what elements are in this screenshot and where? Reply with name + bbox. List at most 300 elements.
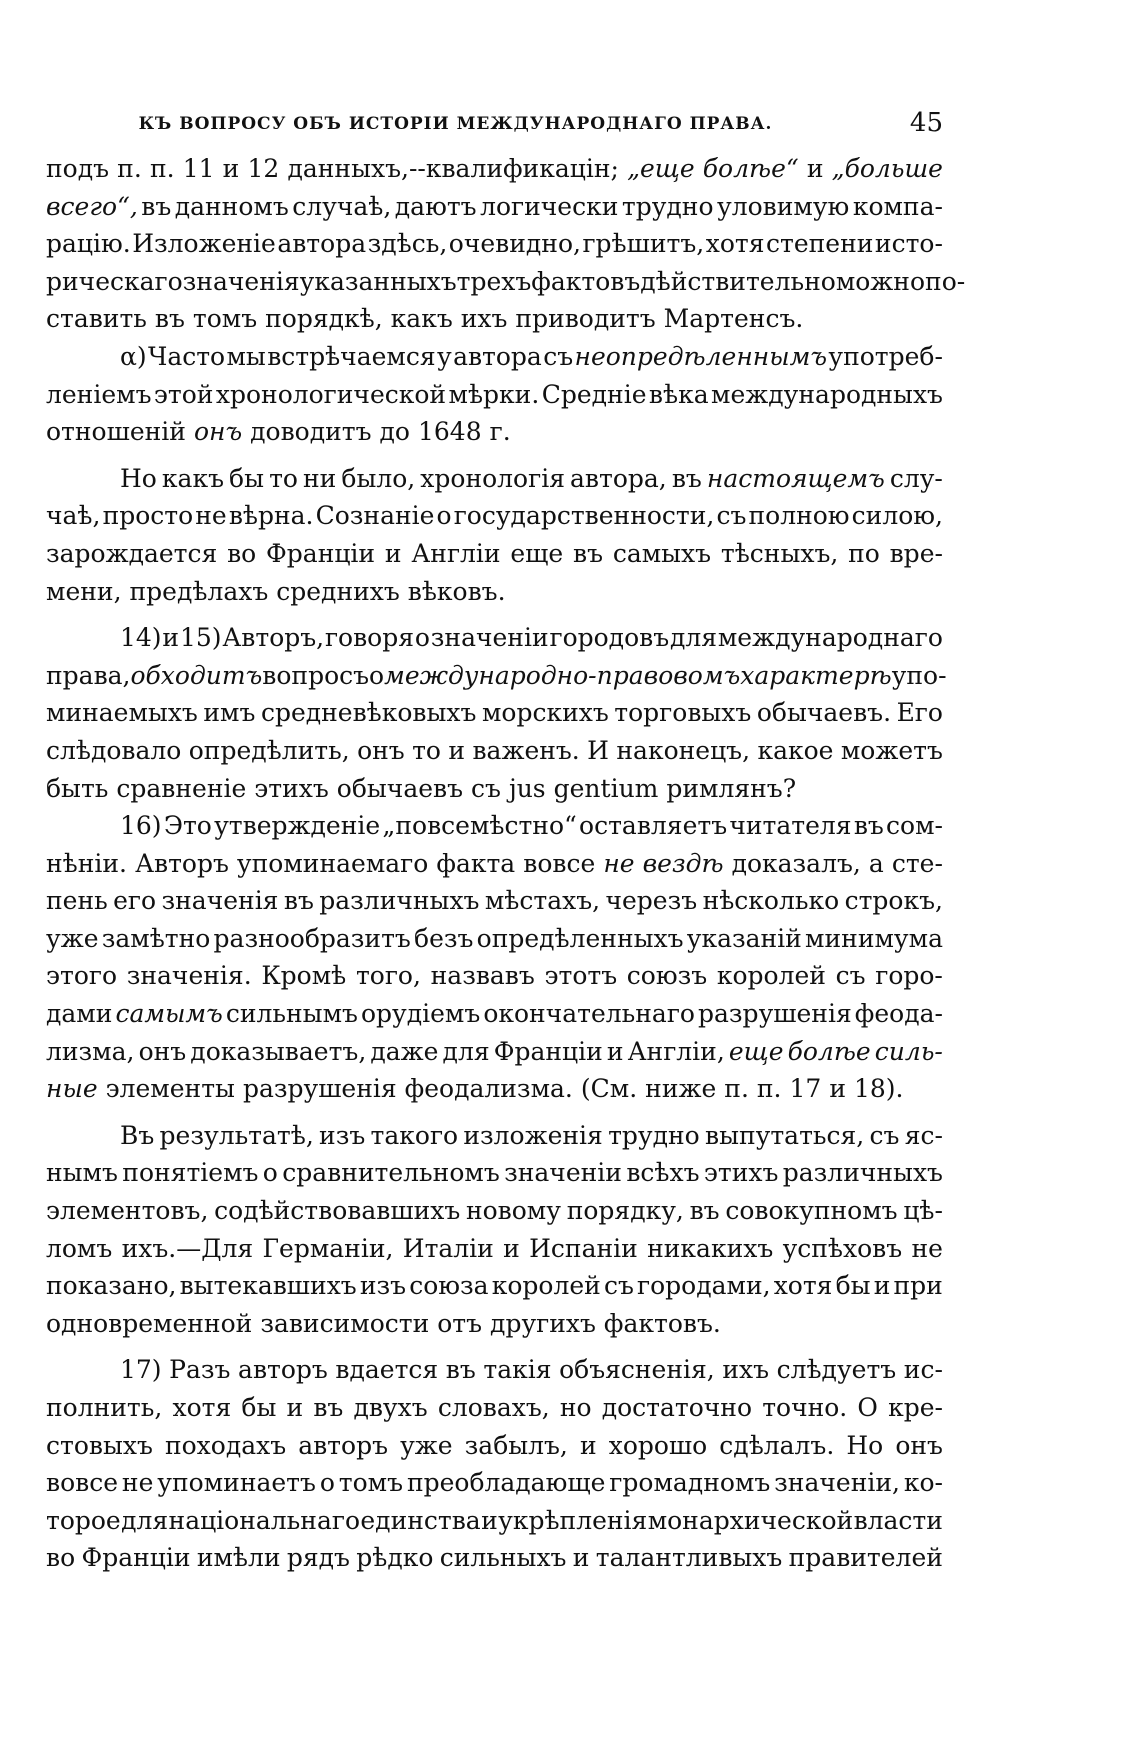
word: нѣсколько xyxy=(702,886,840,916)
word: читателя xyxy=(729,811,852,841)
word: Франціи xyxy=(81,1543,191,1573)
word: еще xyxy=(728,1036,784,1066)
word: ихъ xyxy=(722,1355,769,1385)
word: 17 xyxy=(789,1074,822,1104)
word: содѣйствовавшихъ xyxy=(214,1196,461,1226)
word: полнить, xyxy=(46,1393,163,1422)
word: морскихъ xyxy=(481,698,609,728)
word: о xyxy=(319,1468,335,1498)
word: Но xyxy=(846,1430,884,1460)
word: имѣли xyxy=(196,1543,281,1573)
text-line xyxy=(46,1502,943,1540)
word: разнообразитъ xyxy=(213,923,411,953)
word: чаѣ, xyxy=(46,501,101,531)
word: городами, xyxy=(637,1271,771,1301)
word: и xyxy=(503,1233,520,1263)
word: И xyxy=(587,735,609,765)
word: „еще xyxy=(627,154,695,183)
word: указанныхъ xyxy=(299,266,457,296)
word: сом- xyxy=(886,811,943,841)
word: упо- xyxy=(891,660,947,690)
word: упоминаемаго xyxy=(236,848,429,878)
word: было, xyxy=(341,463,416,493)
word: во xyxy=(46,1543,76,1573)
word: „больше xyxy=(831,154,943,183)
word: по xyxy=(848,538,880,568)
word: королей xyxy=(716,961,826,991)
word: тѣсныхъ, xyxy=(720,538,839,568)
word: преобладающе xyxy=(406,1468,606,1498)
word: союза xyxy=(409,1271,489,1301)
word: ни xyxy=(303,463,337,493)
word: 1648 xyxy=(417,417,482,447)
word: Изложеніе xyxy=(132,229,276,259)
word: значенія. xyxy=(126,961,252,991)
text-line xyxy=(46,1230,943,1268)
word: всего“, xyxy=(46,191,138,221)
word: опредѣленныхъ xyxy=(476,923,684,953)
word: феода- xyxy=(854,999,943,1029)
word: полною xyxy=(748,501,850,531)
text-line xyxy=(46,188,943,226)
word: бы xyxy=(835,1271,871,1301)
word: этихъ xyxy=(703,1158,779,1188)
word: дѣйствительно xyxy=(640,266,836,296)
text-line xyxy=(46,1117,943,1155)
word: болѣе xyxy=(787,1036,871,1066)
word: феодализма. xyxy=(404,1074,573,1104)
word: нѣніи. xyxy=(46,848,128,878)
word: разрушенія xyxy=(242,1074,397,1104)
word: такія xyxy=(483,1355,552,1385)
word: Это xyxy=(163,811,212,841)
word: для xyxy=(121,1505,169,1535)
word: грѣшитъ, xyxy=(582,229,705,259)
word: различныхъ xyxy=(782,1158,943,1188)
word: о xyxy=(436,501,452,531)
word: наконецъ, xyxy=(616,735,751,765)
text-line xyxy=(46,920,943,958)
word: онъ xyxy=(357,735,405,765)
word: результатѣ, xyxy=(159,1120,314,1150)
word: новому xyxy=(465,1196,561,1226)
word: вездѣ xyxy=(642,848,724,878)
word: логически xyxy=(480,191,619,221)
word: успѣховъ xyxy=(782,1233,903,1263)
word: минаемыхъ xyxy=(46,698,198,728)
word: Англіи, xyxy=(627,1036,725,1066)
word: вовсе xyxy=(46,1468,118,1498)
text-line xyxy=(46,573,943,611)
word: до xyxy=(379,417,410,447)
word: факта xyxy=(436,848,516,878)
word: болѣе“ xyxy=(702,154,799,183)
word: пень xyxy=(46,886,108,916)
word: всѣхъ xyxy=(626,1158,700,1188)
word: доказалъ, xyxy=(731,848,861,878)
word: минимума xyxy=(805,923,943,953)
word: Германіи, xyxy=(262,1233,394,1263)
word: мы xyxy=(226,341,266,371)
word: какъ xyxy=(390,304,453,334)
word: оставляетъ xyxy=(579,811,728,841)
word: съ xyxy=(835,961,866,991)
word: Разъ xyxy=(169,1355,231,1385)
word: можетъ xyxy=(840,735,943,765)
word: этого xyxy=(46,961,118,991)
word: съ xyxy=(543,341,574,371)
word: то xyxy=(412,735,441,765)
word: лизма, xyxy=(46,1036,135,1066)
word: п. xyxy=(117,154,142,183)
word: элементовъ, xyxy=(46,1196,209,1226)
word: городовъ xyxy=(549,623,670,653)
word: значеніи, xyxy=(774,1468,900,1498)
text-line xyxy=(46,1427,943,1465)
word: сте- xyxy=(891,848,943,878)
word: государственности, xyxy=(453,501,715,531)
word: вытекавшихъ xyxy=(179,1271,357,1301)
word: яс- xyxy=(904,1120,943,1150)
word: о xyxy=(262,1158,278,1188)
word: торое xyxy=(46,1505,121,1535)
word: съ xyxy=(603,1271,634,1301)
word: торговыхъ xyxy=(614,698,752,728)
word: слѣдуетъ xyxy=(776,1355,897,1385)
text-line xyxy=(46,1033,943,1071)
word: значенія xyxy=(161,886,279,916)
word: Франціи xyxy=(493,1036,603,1066)
word: Франціи xyxy=(266,538,376,568)
word: Мартенсъ. xyxy=(663,304,804,334)
word: п. xyxy=(149,154,175,183)
word: ихъ xyxy=(460,304,508,334)
word: встрѣчаемся xyxy=(267,341,436,371)
word: трудно xyxy=(608,1120,700,1150)
word: доводитъ xyxy=(250,417,372,447)
word: талантливыхъ xyxy=(595,1543,783,1573)
word: укрѣпленія xyxy=(498,1505,648,1535)
word: горо- xyxy=(875,961,943,991)
word: безъ xyxy=(414,923,474,953)
word: точно. xyxy=(762,1393,848,1422)
word: двухъ xyxy=(353,1393,428,1422)
word: мѣрки. xyxy=(448,379,540,409)
text-line xyxy=(46,460,943,498)
word: имъ xyxy=(203,698,256,728)
word: О xyxy=(857,1393,878,1422)
word: рическаго xyxy=(46,266,183,296)
word: порядкѣ, xyxy=(265,304,383,334)
text-line xyxy=(46,1070,943,1108)
word: хотя xyxy=(773,1271,833,1301)
word: онъ xyxy=(193,417,243,447)
word: ломъ xyxy=(46,1233,113,1263)
word: и xyxy=(873,1271,891,1301)
word: въ xyxy=(573,538,604,568)
text-line xyxy=(46,995,943,1033)
word: походахъ xyxy=(164,1430,287,1460)
word: орудіемъ xyxy=(360,999,481,1029)
word: обычаевъ. xyxy=(756,698,892,728)
word: хронологія xyxy=(420,463,565,493)
word: 14) xyxy=(120,623,162,653)
word: 18). xyxy=(853,1074,904,1104)
word: и xyxy=(448,735,466,765)
word: выпутаться, xyxy=(705,1120,865,1150)
word: въ xyxy=(445,1355,476,1385)
text-line xyxy=(46,1305,943,1343)
word: jus xyxy=(508,773,546,803)
text-line xyxy=(46,882,943,920)
word: для xyxy=(669,623,717,653)
text-line xyxy=(46,1464,943,1502)
word: и xyxy=(606,1036,624,1066)
word: уже xyxy=(46,923,99,953)
word: хотя xyxy=(705,229,765,259)
word: въ xyxy=(154,304,185,334)
word: Часто xyxy=(148,341,226,371)
word: союзъ xyxy=(626,961,708,991)
word: Въ xyxy=(120,1120,155,1150)
word: важенъ. xyxy=(472,735,580,765)
word: хотя xyxy=(172,1393,232,1422)
word: фактовъ xyxy=(531,266,641,296)
text-line xyxy=(46,263,966,301)
word: значеніи xyxy=(430,623,549,653)
word: королей xyxy=(491,1271,601,1301)
word: окончательнаго xyxy=(483,999,695,1029)
word: предѣлахъ xyxy=(129,576,269,606)
word: этихъ xyxy=(254,773,329,803)
word: монархической xyxy=(647,1505,854,1535)
word: громадномъ xyxy=(609,1468,771,1498)
word: и xyxy=(286,1393,304,1422)
text-line xyxy=(46,1351,943,1389)
word: изъ xyxy=(359,1271,407,1301)
word: очевидно, xyxy=(448,229,581,259)
word: леніемъ xyxy=(46,379,152,409)
word: приводитъ xyxy=(515,304,656,334)
word: опредѣлить, xyxy=(188,735,350,765)
word: рядъ xyxy=(286,1543,350,1573)
word: значенія xyxy=(182,266,300,296)
word: элементы xyxy=(105,1074,235,1104)
word: говоря xyxy=(324,623,415,653)
word: средневѣковыхъ xyxy=(260,698,477,728)
word: автора, xyxy=(570,463,667,493)
word: какое xyxy=(757,735,834,765)
word: силою, xyxy=(851,501,943,531)
word: можно xyxy=(835,266,926,296)
word: какъ xyxy=(161,463,224,493)
word: α) xyxy=(120,341,147,371)
word: указаній xyxy=(686,923,802,953)
word: съ xyxy=(716,501,747,531)
text-line xyxy=(46,535,943,573)
word: вѣка xyxy=(648,379,709,409)
word: бы xyxy=(241,1393,277,1422)
word: зависимости xyxy=(260,1308,430,1338)
word: даже xyxy=(370,1036,439,1066)
word: въ xyxy=(141,191,172,221)
word: строкъ, xyxy=(844,886,943,916)
word: „повсемѣстно“ xyxy=(382,811,577,841)
word: слѣдовало xyxy=(46,735,182,765)
word: 11 xyxy=(182,154,215,183)
word: и xyxy=(579,1430,597,1460)
word: національнаго xyxy=(168,1505,360,1535)
word: не xyxy=(121,1468,154,1498)
word: Сознаніе xyxy=(315,501,435,531)
word: сильнымъ xyxy=(225,999,358,1029)
word: при xyxy=(893,1271,943,1301)
word: вѣковъ. xyxy=(407,576,506,606)
word: у xyxy=(436,341,452,371)
word: ко- xyxy=(903,1468,943,1498)
word: слу- xyxy=(889,463,943,493)
word: то xyxy=(269,463,298,493)
word: сравнительномъ xyxy=(282,1158,500,1188)
word: п. xyxy=(756,1074,782,1104)
word: ставить xyxy=(46,304,147,334)
word: не xyxy=(195,501,227,531)
word: Авторъ, xyxy=(222,623,325,653)
word: 17) xyxy=(120,1355,162,1385)
word: Но xyxy=(120,463,157,493)
word: рацію. xyxy=(46,229,131,259)
word: томъ xyxy=(338,1468,404,1498)
word: онъ xyxy=(138,1036,187,1066)
text-line xyxy=(46,1154,943,1192)
word: такого xyxy=(370,1120,459,1150)
word: никакихъ xyxy=(647,1233,774,1263)
word: въ xyxy=(283,886,314,916)
word: понятіемъ xyxy=(122,1158,259,1188)
word: бы xyxy=(229,463,264,493)
word: настоящемъ xyxy=(706,463,885,493)
word: даютъ xyxy=(394,191,477,221)
text-line xyxy=(46,619,943,657)
word: международныхъ xyxy=(711,379,943,409)
word: о xyxy=(369,660,385,690)
word: Кромѣ xyxy=(261,961,347,991)
text-line xyxy=(46,1267,943,1305)
word: обходитъ xyxy=(130,660,263,690)
word: авторъ xyxy=(238,1355,328,1385)
word: степени xyxy=(765,229,874,259)
word: въ xyxy=(853,811,884,841)
word: ниже xyxy=(645,1074,717,1104)
word: данномъ xyxy=(174,191,289,221)
word: и xyxy=(162,623,180,653)
word: и xyxy=(829,1074,846,1104)
word: Италіи xyxy=(402,1233,494,1263)
word: съ xyxy=(869,1120,900,1150)
text-line xyxy=(46,845,943,883)
text-line xyxy=(46,957,943,995)
word: не xyxy=(911,1233,943,1263)
word: рѣдко xyxy=(356,1543,434,1573)
word: уловимую xyxy=(717,191,850,221)
word: трехъ xyxy=(456,266,532,296)
word: онъ xyxy=(895,1430,943,1460)
text-line xyxy=(46,497,943,535)
word: г. xyxy=(489,417,511,447)
word: того, xyxy=(355,961,421,991)
word: различныхъ xyxy=(319,886,480,916)
word: gentium xyxy=(553,773,659,803)
word: кре- xyxy=(888,1393,943,1422)
word: отношеній xyxy=(46,417,186,447)
word: и xyxy=(222,154,240,183)
word: утвержденіе xyxy=(214,811,381,841)
word: зарождается xyxy=(46,538,218,568)
text-line xyxy=(46,413,943,451)
word: трудно xyxy=(621,191,714,221)
text-line xyxy=(46,300,943,338)
word: исто- xyxy=(874,229,943,259)
page-number: 45 xyxy=(909,108,943,138)
word: дами xyxy=(46,999,113,1029)
text-line xyxy=(46,657,947,695)
text-line xyxy=(46,225,943,263)
word: фактовъ. xyxy=(603,1308,721,1338)
word: его xyxy=(113,886,157,916)
text-line xyxy=(46,376,943,414)
word: международнаго xyxy=(717,623,943,653)
word: въ xyxy=(671,463,702,493)
word: единства xyxy=(360,1505,481,1535)
word: порядку, xyxy=(566,1196,684,1226)
word: совокупномъ xyxy=(725,1196,898,1226)
text-line xyxy=(46,694,943,732)
word: Его xyxy=(896,698,943,728)
word: доказываетъ, xyxy=(190,1036,367,1066)
running-head: КЪ ВОПРОСУ ОБЪ ИСТОРІИ МЕЖДУНАРОДНАГО ПРАВА. xyxy=(138,114,773,134)
word: назвавъ xyxy=(430,961,535,991)
word: среднихъ xyxy=(276,576,400,606)
word: авторъ xyxy=(298,1430,388,1460)
word: силь- xyxy=(874,1036,943,1066)
word: а xyxy=(868,848,884,878)
word: упоминаетъ xyxy=(157,1468,316,1498)
word: и xyxy=(481,1505,498,1535)
word: не xyxy=(603,848,635,878)
text-line xyxy=(46,1539,943,1577)
word: стовыхъ xyxy=(46,1430,153,1460)
text-line xyxy=(46,338,943,376)
word: Испаніи xyxy=(529,1233,638,1263)
word: вопросъ xyxy=(262,660,370,690)
word: изложенія xyxy=(463,1120,603,1150)
word: подъ xyxy=(46,154,110,183)
word: 16) xyxy=(120,811,162,841)
word: и xyxy=(384,538,402,568)
word: Средніе xyxy=(541,379,647,409)
word: одновременной xyxy=(46,1308,253,1338)
word: обычаевъ xyxy=(336,773,464,803)
text-line xyxy=(46,1389,943,1427)
word: отъ xyxy=(437,1308,483,1338)
text-line xyxy=(46,1192,943,1230)
word: по- xyxy=(925,266,966,296)
word: разрушенія xyxy=(698,999,852,1029)
word: забылъ, xyxy=(464,1430,568,1460)
word: здѣсь, xyxy=(367,229,448,259)
text-line xyxy=(46,732,943,770)
word: словахъ, xyxy=(437,1393,550,1422)
